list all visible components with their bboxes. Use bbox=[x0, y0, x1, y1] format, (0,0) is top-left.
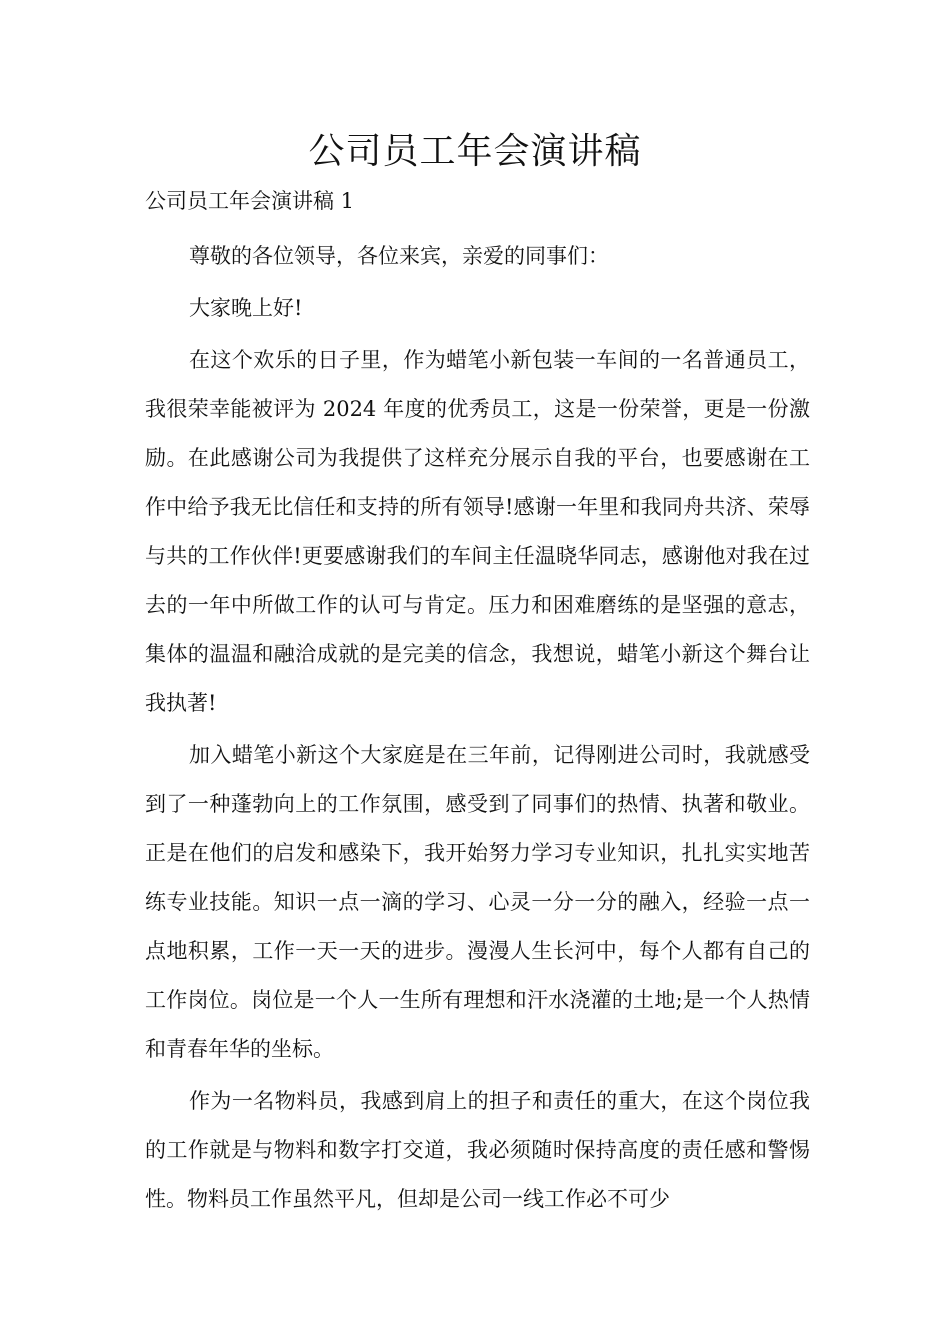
paragraph-thanks: 在这个欢乐的日子里，作为蜡笔小新包装一车间的一名普通员工，我很荣幸能被评为 2024 年度的优秀员工，这是一份荣誉，更是一份激励。在此感谢公司为我提供了这样充分展示自我的平台，也要感谢在工作中给予我无比信任和支持的所有领导!感谢一年里和我同舟共济、荣辱与共的工作伙伴!更要感谢我们的车间主任温晓华同志，感谢他对我在过去的一年中所做工作的认可与肯定。压力和困难磨练的是坚强的意志，集体的温温和融洽成就的是完美的信念，我想说，蜡笔小新这个舞台让我执著! bbox=[145, 348, 810, 715]
paragraph-joining: 加入蜡笔小新这个大家庭是在三年前，记得刚进公司时，我就感受到了一种蓬勃向上的工作氛围，感受到了同事们的热情、执著和敬业。正是在他们的启发和感染下，我开始努力学习专业知识，扎扎实实地苦练专业技能。知识一点一滴的学习、心灵一分一分的融入，经验一点一点地积累，工作一天一天的进步。漫漫人生长河中，每个人都有自己的工作岗位。岗位是一个人一生所有理想和汗水浇灌的土地;是一个人热情和青春年华的坐标。 bbox=[145, 743, 810, 1061]
paragraph-salutation: 大家晚上好! bbox=[189, 296, 303, 320]
section-heading: 公司员工年会演讲稿 1 bbox=[145, 189, 355, 213]
paragraph-greeting: 尊敬的各位领导，各位来宾，亲爱的同事们： bbox=[189, 244, 609, 268]
page-title: 公司员工年会演讲稿 bbox=[308, 131, 642, 172]
document-body bbox=[145, 232, 810, 1227]
paragraph-role: 作为一名物料员，我感到肩上的担子和责任的重大，在这个岗位我的工作就是与物料和数字打交道，我必须随时保持高度的责任感和警惕性。物料员工作虽然平凡，但却是公司一线工作必不可少 bbox=[145, 1089, 810, 1211]
